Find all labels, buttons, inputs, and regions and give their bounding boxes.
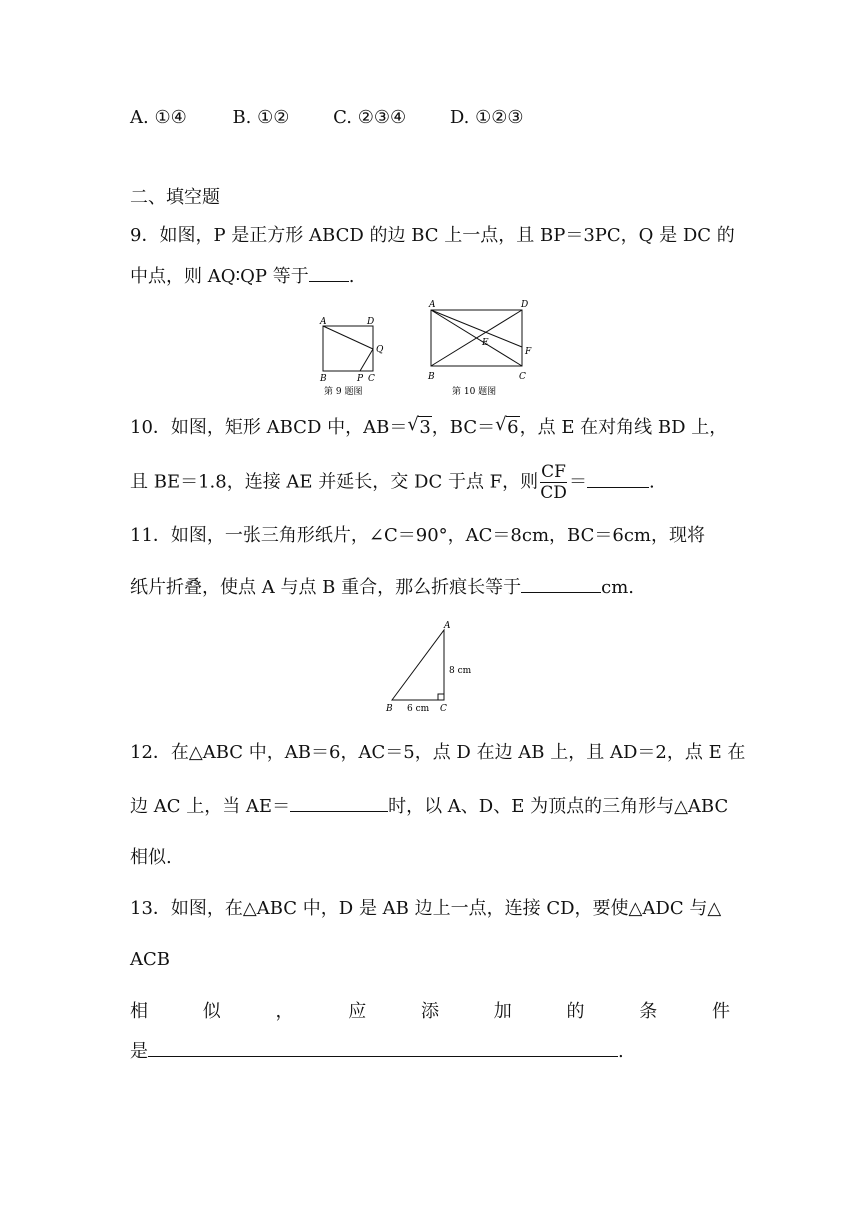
q9-line2: 中点，则 AQ∶QP 等于 . [130,266,355,287]
fig11-label-c: C [440,704,447,714]
figures-9-10 [310,296,550,406]
figure-9 [319,317,384,397]
q12-line1: 12．在△ABC 中，AB＝6，AC＝5，点 D 在边 AB 上，且 AD＝2，点 E 在 [130,742,746,763]
fig10-label-d: D [521,300,529,310]
fig10-label-b: B [428,372,435,382]
q12-line3: 相似. [130,847,172,868]
choices-row [130,106,524,130]
sqrt-3: √ 3 [407,414,431,438]
fig10-label-f: F [525,347,532,357]
fig9-label-d: D [367,317,375,327]
q13-answer-blank[interactable] [148,1040,618,1057]
choice-c: C. ②③④ [333,107,407,128]
fraction-cf-cd: $\frac{CF}{CD}$ [540,462,567,503]
q11-line1: 11．如图，一张三角形纸片，∠C＝90°，AC＝8cm，BC＝6cm，现将 [130,525,705,546]
q10-answer-blank[interactable] [587,471,649,488]
fig10-caption: 第 10 题图 [452,387,497,397]
q12-line2: 边 AC 上，当 AE＝ 时，以 A、D、E 为顶点的三角形与△ABC [130,796,729,817]
fig9-label-q: Q [376,345,384,355]
q13-line2: ACB [130,949,170,970]
fig9-label-a: A [320,317,327,327]
fig10-label-c: C [519,372,526,382]
fig10-label-e: E [482,338,489,348]
q9-line1: 9．如图，P 是正方形 ABCD 的边 BC 上一点，且 BP＝3PC，Q 是 DC 的 [130,225,735,246]
fig10-label-a: A [429,300,436,310]
q11-answer-blank[interactable] [521,576,601,593]
q9-answer-blank[interactable] [309,265,349,282]
sqrt-6: √ 6 [495,414,519,438]
figure-10 [427,300,532,397]
q13-line4: 是 . [130,1041,624,1062]
fig11-ac-length: 8 cm [449,666,472,676]
q10-line2: 且 BE＝1.8，连接 AE 并延长，交 DC 于点 F，则 $\frac{CF}{CD}$ ＝ . [130,462,655,503]
fig9-label-b: B [320,374,327,384]
fig11-bc-length: 6 cm [407,704,430,714]
section-title: 二、填空题 [130,187,220,208]
fig11-label-b: B [386,704,393,714]
q11-line2: 纸片折叠，使点 A 与点 B 重合，那么折痕长等于 cm. [130,577,634,598]
fig9-caption: 第 9 题图 [324,387,363,397]
choice-a: A. ①④ [130,107,187,128]
fig11-label-a: A [444,621,451,631]
q13-line3: 相 似 ， 应 添 加 的 条 件 [130,1001,730,1022]
q13-line1: 13．如图，在△ABC 中，D 是 AB 边上一点，连接 CD，要使△ADC 与△ [130,898,722,919]
q12-answer-blank[interactable] [290,795,388,812]
q10-line1: 10．如图，矩形 ABCD 中，AB＝ √ 3，BC＝ √ 6，点 E 在对角线 BD 上， [130,414,728,438]
choice-b: B. ①② [232,107,290,128]
choice-d: D. ①②③ [449,107,524,128]
fig9-label-c: C [368,374,375,384]
fig9-label-p: P [357,374,364,384]
figure-11 [380,618,490,718]
